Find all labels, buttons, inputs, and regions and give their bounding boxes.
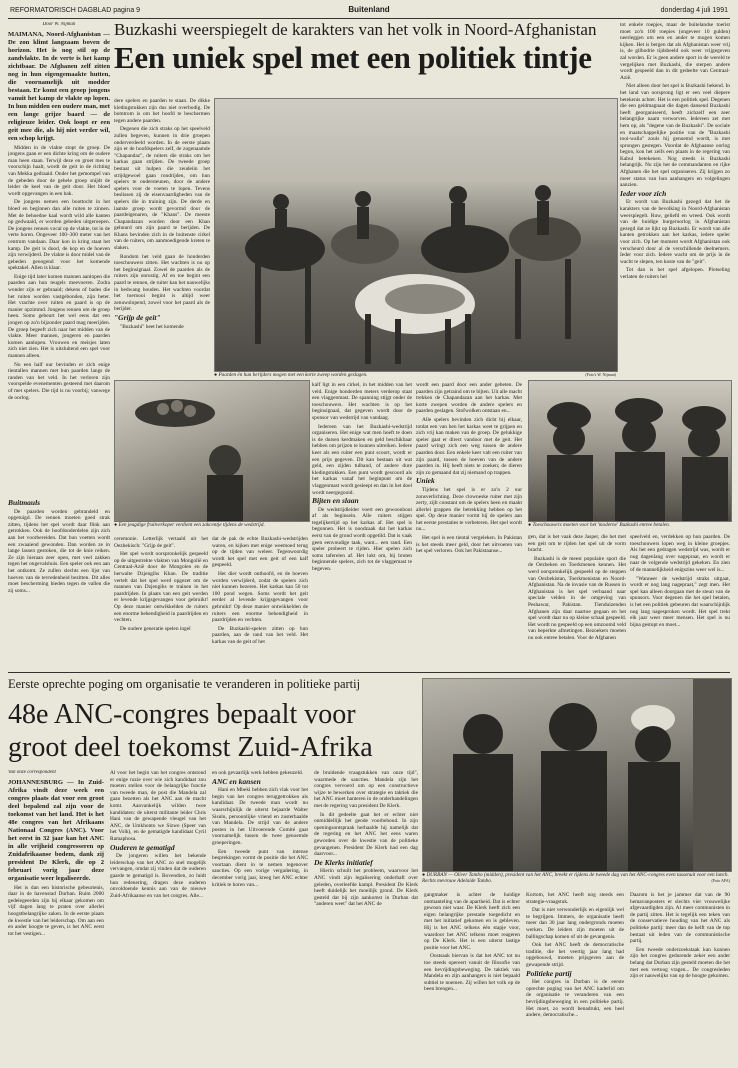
photo1-credit: (Foto's W. Nijman) [585,372,616,377]
story1-paragraph: dere spelers en paarden te staan. De dikke kledingstukken zijn dus niet overbodig. De bomtrom is om het hoofd te beschermen tegen andere paarden. [114,98,210,124]
story2-paragraph: de bruidende vraagstukken van onze tijd", waarmede de sancties. Mandela zijn het congres vervoerd om op een constructieve wijze te bewerken over strategie en taktiek die het ANC moet hanteren in de onderhandelingen met de regering van president De Klerk. [314,770,418,809]
story2-subheading: De Klerks initiatief [314,857,373,867]
story1-paragraph: ceremonie. Letterlijk vertaald uit het Oezbekisch: "Grijp de geit". [114,536,208,549]
fruit-seller-illustration [115,381,309,521]
story1-paragraph: speelveld en, verdekken op hun paarden. De toeschouwers lopen weg in kleine groepjes. Als het een gedragen wedstrijd was, wordt er nog dagenlang over nagepraat, en wordt er naar de volgende wedstrijd gekeken. En zien of de mannelijkheid enigszins weer wel is... [630,534,730,573]
photo3-caption-text: Toeschouwers moeten voor het 'moderne' Buzkashi entree betalen. [532,522,670,528]
story1-kicker: Buzkashi weerspiegelt de karakters van het volk in Noord-Afghanistan [114,20,597,39]
story1-paragraph: De paarden worden gebrandeld en opgetuigd. De rennen moeten goed strak zitten, tijdens het spel wordt daar flink aan getrokken. Ook de hoofdonderdelen zijn zich aan het voorbereiden. Dat hun voetten wordt een zwaaiend gewonden. Dan worden ze in lange lassen gestoken, die tot de knie reiken. Ze zijn hieraan zeer open, met veel zakken tegen het ongevalshuis. Een speler ook een aan het ontkomt. Ze zullen slechts een lijst van hoeven van de tevredenheid bezitten. Dit alles moet bescherming bieden tegen de vallen die zij soms... [8,508,110,594]
story2-kicker: Eerste oprechte poging om organisatie te veranderen in politieke partij [8,677,361,691]
story1-paragraph: Iedereen van het Buzkashi-wedstrijd organiseren. Het enige wat men hoeft te doen is de dutsen kerdmaken en geld beschikbaar hebben om prijzen te kunnen uitreiken. Iedere keer als een ruiter een punt scoort, wordt er een prijs gegeven. Dit kan bestaan uit wat geld, een zijden tulband, of andere dure kledingstukken. Een punt wordt gescoord als het karkas vanaf het beginpunt om de vlaggenmast wordt gesleept en dan in het doel wordt neergegooid. [312,423,412,496]
story1-paragraph: Alle spelers bevinden zich dicht bij elkaar, totdat een van hen het karkas weet te grijpen en zich vrij kan maken van de groep. De gelukkige speler gaat er direct vandoor met de geit. Het paard wringt zich een weg tussen de andere paarden door. Een enkele keer valt een ruiter van zijn paard, tussen de hoeven van de andere paarden in. Hij heeft niets te zoeken; de dieren zijn zo gemaand dat zij niemand op trappen. [416,416,522,476]
story2-paragraph: Daarom is het je jammer dat van de 90 hemavanposters er slechts vier vrouwelijke afgevaardigden zijn. Al meer communisten in de partij zitten. Het is tegelijk een teken van de conservatieve houding van het ANC als politieke partij: meer dan de helft van de top bestaat uit leden van de communistische partij. [630,892,730,945]
section-title: Buitenland [348,5,390,14]
story2-column-3 [212,770,308,1064]
tambo-illustration [423,679,731,871]
story1-paragraph: De oudere generatie spelen ingel [120,625,191,632]
story2-paragraph: De jongeren willen het bekende leiderschap van het ANC zo snel mogelijk vervangen, omdat zij vinden dat de ouderen gaarde te gematigd is. Bovendien, zo luidt hun redenering, dragen deze ouderen onvoldoende kennis aan van de nieuwe Zuid-Afrikaanse en van het congres. Alle... [110,853,206,899]
story2-paragraph: Al voor het begin van het congres ontstond er enige ruzie over wie zich kandidaat zou moeten stellen voor de belangrijke functie van tweede man, de post die Mandela zal gaan bezetten als het ANC aan de macht komt. Aanvankelijk wilden twee kandidaten: de uiterst militante leider Chris Hani van de gewapende vleugel van het ANC, de Umkhonto we Sizwe (Speer van het Volk), en de gematigde kandidaat Cyril Ramaphosa. [110,770,206,842]
story2-paragraph: Het is dan een historische gebeurtenis, daar in de havenstad Durban. Ruim 2000 gedelegeerden zijn bij elkaar gekomen om vijf dagen lang te praten over allerlei hoogstbelangrijke zaken. In de eerste plaats de kwestie van het leiderschap. Om aan een en ander hoogte te geven, is het ANC eerst tot het vestigen... [8,884,104,937]
story1-paragraph: kalf ligt in een cirkel, in het midden van het veld. Enige honderden meters verderop staat een vlaggenmast. De spanning stijgt onder de toeschouwers. Het wachten is op het beginsignaal, dat gegeven wordt door de sponsor van wedstrijd van vandaag. [312,382,412,421]
photo1-caption-text: Paarden én hun berijders mogen met een korte zweep worden geslagen. [218,372,368,378]
story1-paragraph: "Wanneer de wedstrijd straks uitgaat, wordt er nog lang nagepraat," zegt men. Het spel kan alleen doorgaan met de steun van de sponsors. Voor degenen die het spel betalen, is het een politiek gebeuren dat waarschijnlijk nog lang nagesproken wordt. Het spel trekt elk jaar weer meer mensen. Het spel is nu bijna gestopt en moet... [630,575,730,628]
story1-column-5 [416,382,522,668]
story2-paragraph: Hierin schuilt het probleem, waarvoor het ANC vindt zijn legalisering onderhaft over geleden, overleefde kampl. President De Klerk heeft duidelijk het moeilijk grond. De Klerk gesteld dat bij zijn aankomst in Durban dat "anderen weet" dat het ANC de [314,868,418,908]
story1-subheading: Buitmauls [8,500,41,507]
story2-paragraph: Een tweede onderzoekstaak kan kunnen zijn het congres gedurende zeker een ander belang dat Durban zijn gesteld moeten die het met een vertoog vragen... De congresleden zijn er nauwelijks van op de hoogte gekomen. [630,946,730,980]
tambo-photo-credit: (Foto AFA) [711,878,730,884]
story1-paragraph: Rondom het veld gaan de honderden toeschouwers zitten. Het wachten is nu op het beginsignaal. Zowel de paarden als de ruiters zijn onrustig. Af en toe begint een paard te rennen, de ruiter kan het nauwelijks in bedwang houden. Het wachten voordat het toernooi begint is altijd weer zenuwslopend, zowel voor het paard als de berijder. [114,253,210,313]
story1-column-1b [8,500,110,668]
fruit-seller-photo [114,380,310,522]
story1-headline: Een uniek spel met een politiek tintje [114,40,592,75]
story1-paragraph: Het dier wordt onthoofd, en de hoeven worden verwijderd, zodat de spelers zich niet kunnen bezeren. Het karkas kan 50 tot 100 pond wegen. Soms wordt het geit eerder al levende krijgsgevangen voor gebruikt! Op deze manier ontwikkelden de ruiters een enorme behendigheid in paardrijden en vechten. [212,570,308,624]
photo3-caption [528,522,730,528]
story2-column-6 [526,892,624,1064]
story2-paragraph: Oostsaak hiervan is dat het ANC tot nu toe steeds opereert vanuit de filosofie van een bevrijdingsbeweging. De taktiek van Mandela en zijn aanhangers is niet bepaald subtiel te noemen. Zij willen het volk op de been brengen... [424,953,520,993]
story2-headline-block [8,676,418,764]
story1-subheading: Uniek [416,476,435,486]
story1-paragraph: Het spel wordt oorspronkelijk gespeeld op de uitgestrekte vlakten van Mongolië en Centraal-Azië door de Mongolen en de herwalte Dzjengihs Khan. De traditie vertelt dat het spel werd opgezet om de mannen van Dzjengihs te trainen in het paardrijden. In plaats van een geit werden er levende krijgsgevangen voor gebruikt! Op deze manier ontwikkelden de ruiters een enorme behendigheid in paardrijden en vechten. [114,551,208,624]
story1-paragraph: De Buzkashi-spelers zitten op hun paarden, aan de rand van het veld. Het karkas van de geit of het [212,625,308,645]
story2-subheading: Ouderen te gematigd [110,842,175,852]
story2-column-4 [314,770,418,1064]
spectators-photo [528,380,732,522]
story1-column-2 [114,98,210,372]
story1-headline-block [114,20,614,76]
story1-paragraph: tot enkele roepjes, maar de buitelandse toerist moet zo'n 100 roepies (ongeveer 10 gulden) neerleggen om een en ander te mogen komen kijken. Het is bergen dat als Afghanistan weer vrij is, de gilbodrie tijdsbeeld ook weer vrijgegeven zal worden. Er is geen andere sport in de wereld te vergelijken met Buzkashi, die sterpen andere wordt gespeeld dan in dit gedeelte van Centraal-Azië. [620,22,730,81]
story2-lead: JOHANNESBURG — In Zuid-Afrika vindt deze week een congres plaats dat voor een groot deel bepalend zal zijn voor de toekomst van het land. Het is het 48e congres van het Afrikaans Nationaal Congres (ANC). Voor het eerst in 32 jaar kan het ANC in alle vrijheid congresseren op Zuidafrikaanse bodem, dank zij president De Klerk, die op 2 februari vorig jaar deze organisatie weer legaliseerde. [8,778,104,882]
story1-column-3b [212,536,308,668]
photo1-caption [214,372,616,378]
newspaper-masthead: REFORMATORISCH DAGBLAD pagina 9 [10,7,141,14]
tambo-caption-text: DURBAN — Oliver Tambo (midden), president van het ANC, breekt er tijdens de tweede dag van het ANC-congres even tussenuit voor een lunch. Rechts mevrouw Adelaide Tambo. [422,872,729,885]
horsemen-illustration [215,99,617,371]
story1-column-6 [528,534,626,668]
story1-column-3 [620,22,730,377]
story2-column-2 [110,770,206,1064]
bullet-icon: ● [214,372,218,378]
story1-paragraph: De wedstrijdleider voert een gewoonhout af als beginsein. Alle ruiters stijgen tegelijkertijd op het karkas af. Het spel is begonnen. Het is noodzaak dat het karkas eerst van de grond wordt opgetild. Dat is vaak geen eenvoudige taak, want... een rand. Een speler probeert te rijden. Hier spelen zich soms taferelen af. Het lukt om, bij bruten beginnende spelers, zich tot de vlaggemast te begeven. [312,506,412,573]
story1-paragraph: Nu een half uur bevinden er zich enige tientallen mannen met hun paarden langs de randen van het veld. In het verloren zijn voorspelde evenementen gesteend met daarom of met spelers. Die tijd is nu voorbij; vanwege de oorlog. [8,361,110,401]
story2-paragraph: Ook het ANC heeft de democratische traditie, die het veertig jaar lang had opgebouwd, moeten prijsgeven aan de gewapende strijd. [526,942,624,968]
story1-paragraph: "Buzkashi" heet het komende [120,323,184,330]
bullet-icon: ● [114,522,118,528]
story2-paragraph: en ook gevaarlijk werk hebben gekeuzeld. [212,770,304,776]
story1-paragraph: Tijdens het spel is er zo'n 2 uur zonsverlichting. Deze clowneske ruiter met zijn zerty, zijlt constant om de spelers heen en maakt allerlei grappen die betrekking hebben op het spel. Op deze manier vormt hij de spelers aan het eerste prestaties te verbeteren. Het spel wordt nu... [416,486,522,533]
story2-column-5 [424,892,520,1064]
tambo-photo-caption [422,872,730,885]
story2-paragraph: In dit gedeelte gaat het er echter niet onmiddellijk het geode voorbehoud. In zijn openingsontspraak herhaalde hij namelijk dat de regering en het ANC het eens waren geworden over de kwestie van de politieke gevangenen. President De Klerk had een dag daarvoor... [314,811,418,858]
story1-paragraph: Enige tijd later komen mannen aanlopen die paarden aan hun teugels meevoeren. Zodra wonder zijn er gebraaid; dekens of bades die het ruiten worden vastgebonden, zijn beter. Het vrachte over ruiten en paard is op de manier opzimmd. Jongens rennen om de groep heen. Soms gebeurt het wel eens dat een jongen op zo'n bijzonder paard mag meerijden. De groep begeeft zich naar het midden van de vlakte. Meer mannen, jongeren en paarden komen aanlopen. Vrouwen en meisjes laten zich niet zien. Het is uitsluitend een spel voor mannen alleen. [8,273,110,359]
story2-paragraph: Een tweede punt van intense besprekingen vormt de positie die het ANC voortaan dient in te nemen tegenover sancties. Op een vorige vergadering, in december vorig jaar, kreeg het ANC echter kritiek te horen van... [212,848,308,888]
story2-column-7 [630,892,730,1064]
story1-subheading: Ieder voor zich [620,188,667,198]
story2-paragraph: gangmaker is achter de huidige ontmanteling van de apartheid. Dat is echter gewoon niet waar. De Klerk heeft zich een eigen belangrijke prestatie toegedicht en met het initiatief gekomen en is gebleven. Hij is het ANC telkens één stapje voor, waardoor het ANC telkens moet reageren op De Klerk. Het is een uiterst lastige positie voor het ANC. [424,892,520,951]
story1-paragraph: dat de pak de echte Buzkashi-wedstrijden waren, en kijken met enige weemoed terug op de tijden van weleer. Tegenwoordig wordt het spel met een geit of een kalf gespeeld. [212,536,308,569]
story2-byline: Van onze correspondent [8,770,56,775]
story1-subheading: Bijten en slaan [312,496,359,506]
photo2-caption [114,522,308,528]
story2-paragraph: Dat is niet verwonderlijk en eigenlijk wel te begrijpen. Immers, de organisatie heeft meer dan 30 jaar lang ondergronds moeten werken. De leiders zijn moeten uit de ballingschap komen of uit de gevangenis. [526,907,624,940]
story1-subheading: "Grijp de geit" [114,313,161,322]
photo2-caption-text: Een jeugdige fruitverkoper verdient een zakcentje tijdens de wedstrijd. [118,522,265,528]
story1-paragraph: Buzkashi is de meest populaire sport die de Oezbeken en Toerkmenen kennen. Het werd oorspronkelijk gespeeld op de steppen van Oezbekistan, Toerkmenistan en Noord-Afghanistan. Na de invasie van de Russen in Afghanistan is het spel verbaand naar speciale velden in de omgeving van Peshawar, Pakistan. Tienduizenden Afghanen zijn daar naartoe gegaan en het spel wordt daar nu op kleine schaal gespeeld. Het wordt nu gespeeld op een omzoomd veld van beperkte afmetingen. Bezoekers moeten nu ook entree betalen. Voor de Afghanen [528,555,626,641]
story2-paragraph: Hani en Mbeki hebben zich vlak voor het begin van het congres teruggetrokken als kandidaat. De tweede man wordt nu waarschijnlijk de uiterst bejaarde Walter Sisulu, persoonlijke vriend en zusterhaalde van Mandela. De strijd van de andere posten in het Uitvoerende Comité gaat voornamelijk tussen de twee genoemde groeperingen. [212,787,308,846]
story2-subheading: Politieke partij [526,968,572,978]
story1-lead: MAIMANA, Noord-Afghanistan — De zon klimt langzaam boven de horizon. Het is nog stil op de zandvlakte. In de verte is het kamp zichtbaar. De Afghanen zelf zitten nog in hun eigengemaakte hutten, die voornamelijk uit modder bestaan. Er komt een groep jongens vanuit het kamp de vlakte op lopen. In hun midden een oudere man, met een lange grijze baard — de religieuze leider. Ook loopt er een geit mee die, als hij niet verder wil, een schop krijgt. [8,30,110,142]
story1-column-7 [630,534,730,668]
spectators-illustration [529,381,731,521]
story1-paragraph: Midden in de vlakte stopt de groep. De jongens gaan er een dichte kring om de oudere man heen staan. Terwijl deze en groet mes te voorschijn haalt, wordt de geit in de richting van Mekka gedraaid. Onder het gemompel van de gebeden door de gehele groep snijdt de leider de keel van de geit door. Het bloed wordt opgevangen in een bak. [8,144,110,197]
story1-paragraph: Niet alleen door het spel is Buzkashi bekend. In het land van oorsprong ligt er een veel diepere betekenis achter. Het is een politiek spel. Degenen die een geldmagnaat die dagen dansend Buzkashi heeft georganiseerd, heeft zichzelf een zeer belangrijke naam verworven. Iedereen zet met hem op, als "degene van de Buzkashi". De sociale en maatschappelijke positie van de "Buzkashi tooi-walla" zouls hij genoemd wordt, is met sprongen gestegen. Voordat de Afghaanse oorlog begon, kon het zelfs een plaats in de regering van Kabul betekenen. Nog steeds is Buzkashi belangrijk. Nu zijn het de commandanten en rijke Afghanen die het spel organiseren. Zij krijgen zo meer status van hun aanhangers en volgelingen aanzien. [620,83,730,189]
page-header [8,4,730,19]
story1-paragraph: wordt een paard door een ander gebeten. De paarden zijn getraind om te bijten. Uit alle macht trekken de Chapandazan aan het karkas. Met korte zwepen worden de andere spelers en paarden geslagen. Stofwolken ontstaan en... [416,382,522,415]
story2-column-1 [8,770,104,1064]
story1-byline: Door W. Nijman [42,22,76,27]
story2-subheading: ANC en kansen [212,776,261,786]
story1-paragraph: Het spel is een tiental vergeleken. In Pakistan is het steeds meer geld, door het uitvoeren van het spel verloren. Ook het Pakistaanse... [416,535,522,555]
story1-paragraph: Tot dan is het spel afgelopen. Plotseling verlaten de ruiters hel [620,267,730,280]
page-date: donderdag 4 juli 1991 [660,7,728,14]
bullet-icon: ● [422,872,426,878]
story-divider [8,672,730,673]
tambo-photo [422,678,732,872]
story2-paragraph: Kortom, het ANC heeft nog steeds een strategie-vraagstuk. [526,892,624,905]
bullet-icon: ● [528,522,532,528]
story2-headline: 48e ANC-congres bepaalt voor groot deel toekomst Zuid-Afrika [8,699,373,763]
story1-paragraph: De jongens nemen een boottocht in het bloed en beginnen dan alle ruiten te zinnen. Met de behoedne kaal wordt wild alle kanten op gedwaald, er worden gebeden uitgeroepen. De jongens rennen vocal op de vlakte, tot in de verte horen. Ongeveer 100–300 meter van het centrum vandaan. Daar kon in kring staat het kamp. De geit is dood, de kop en de hoeven zijn verwijderd. De vlakte is door midel van de gebeden geoogend voor het komende spektakel. Allen is klaar. [8,199,110,272]
story2-paragraph: Het congres in Durban is de eerste oprechte poging van het ANC kaderlid om de organisatie te veranderen van een bevrijdingsbeweging in een politieke partij. Het moet, zo wordt benadrukt, een heel andere, democratische... [526,979,624,1019]
buzkashi-horsemen-photo [214,98,618,372]
story1-column-2b [114,536,208,668]
story1-paragraph: gen, dat is het vaak deze Jasper, die het met een geit om te rijden het spel uit de vorm bracht. [528,534,626,554]
story1-paragraph: Degenen die zich straks op het speelveld zullen begeven, kunnen in drie groepen onderverdeeld worden. In de eerste plaats zijn er de hoofdspelers zelf, de zogenaamde "Chapandaz", de ruiters die straks om het karkas gaan strijden. De tweede groep bestaat uit hulpen die zeudeiin het strijdgewoel gaan rondrijden, om hun spelers te ondersteunen, door de andere spelers voor de voeten te lopen. Tevens beslissen zij de eisenvaardigheden van de spelers die in training zijn. De derde en laatste groep wordt gevormd door de paardeigenaren, de "Khans". De meeste Chapandazan worden door een Khan gehuurd om zijn paard te berijden. De Khans bevinden zich in de buitenste cirkel van de ruiters, om aanmoedigende kreten te slaken. [114,126,210,252]
story1-paragraph: Er wordt van Buzkashi gezegd dat het de karakters van de bevolking in Noord-Afghanistan weerspiegelt. Ruw, geliefd en wreed. Ook wordt van de huidige burgeroorlog in Afghanistan gezegd dat ze lijkt op Buzkashi. Er wordt van alle kanten getrokken aan het karkas, iedere speler voor zich. Op het moment wordt Afghanistan ook verscheurd door al de verschillende deelnemers. Ieder voor zich. Iedere wacht om de prijs in de wacht te slepen, ten koste van de "geit". [620,199,730,265]
story1-column-4 [312,382,412,668]
